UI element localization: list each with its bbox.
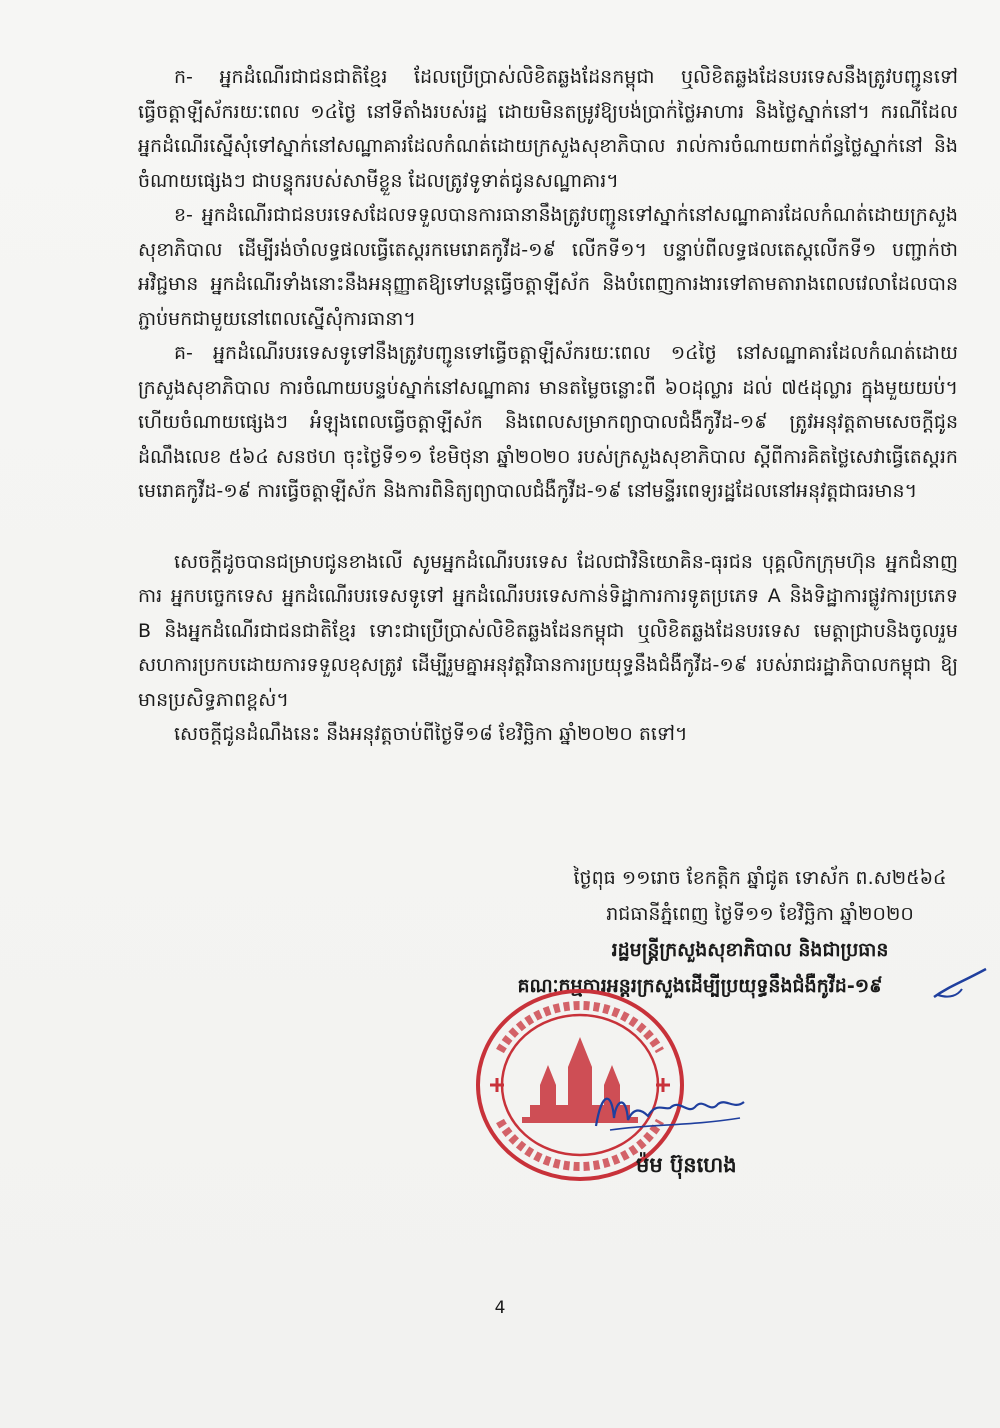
page-number: 4 <box>494 1298 506 1318</box>
paragraph-ko: គ- អ្នកដំណើរបរទេសទូទៅនឹងត្រូវបញ្ជូនទៅធ្វើចត្តាឡីស័ករយៈពេល ១៤ថ្ងៃ នៅសណ្ឋាគារដែលកំណត់ដោយក្រសួងសុខាភិបាល ការចំណាយបន្ទប់ស្នាក់នៅសណ្ឋាគារ មានតម្លៃចន្លោះពី ៦០ដុល្លារ ដល់ ៧៥ដុល្លារ ក្នុងមួយយប់។ ហើយចំណាយផ្សេងៗ អំឡុងពេលធ្វើចត្តាឡីស័ក និងពេលសម្រាកព្យាបាលជំងឺកូវីដ-១៩ ត្រូវអនុវត្តតាមសេចក្តីជូនដំណឹងលេខ ៥៦៤ សនថហ ចុះថ្ងៃទី១១ ខែមិថុនា ឆ្នាំ២០២០ របស់ក្រសួងសុខាភិបាល ស្តីពីការគិតថ្លៃសេវាធ្វើតេស្តរកមេរោគកូវីដ-១៩ ការធ្វើចត្តាឡីស័ក និងការពិនិត្យព្យាបាលជំងឺកូវីដ-១៩ នៅមន្ទីរពេទ្យរដ្ឋដែលនៅអនុវត្តជាធរមាន។ <box>138 342 958 502</box>
handwritten-signature <box>590 1080 750 1140</box>
paragraph-kha: ខ- អ្នកដំណើរជាជនបរទេសដែលទទួលបានការធានានឹងត្រូវបញ្ជូនទៅស្នាក់នៅសណ្ឋាគារដែលកំណត់ដោយក្រសួងសុខាភិបាល ដើម្បីរង់ចាំលទ្ធផលធ្វើតេស្តរកមេរោគកូវីដ-១៩ លើកទី១។ បន្ទាប់ពីលទ្ធផលតេស្តលើកទី១ បញ្ជាក់ថាអវិជ្ជមាន អ្នកដំណើរទាំងនោះនឹងអនុញ្ញាតឱ្យទៅបន្តធ្វើចត្តាឡីស័ក និងបំពេញការងារទៅតាមតារាងពេលវេលាដែលបានភ្ជាប់មកជាមួយនៅពេលស្នើសុំការធានា។ <box>138 204 958 330</box>
paragraph-ka: ក- អ្នកដំណើរជាជនជាតិខ្មែរ ដែលប្រើប្រាស់លិខិតឆ្លងដែនកម្ពុជា ឬលិខិតឆ្លងដែនបរទេសនឹងត្រូវបញ្ជូនទៅធ្វើចត្តាឡីស័ករយៈពេល ១៤ថ្ងៃ នៅទីតាំងរបស់រដ្ឋ ដោយមិនតម្រូវឱ្យបង់ប្រាក់ថ្លៃអាហារ និងថ្លៃស្នាក់នៅ។ ករណីដែលអ្នកដំណើរស្នើសុំទៅស្នាក់នៅសណ្ឋាគារដែលកំណត់ដោយក្រសួងសុខាភិបាល រាល់ការចំណាយពាក់ព័ន្ធថ្លៃស្នាក់នៅ និងចំណាយផ្សេងៗ ជាបន្ទុករបស់សាមីខ្លួន ដែលត្រូវទូទាត់ជូនសណ្ឋាគារ។ <box>138 66 958 192</box>
pen-stroke-mark <box>930 965 990 1005</box>
signature-block <box>380 860 980 1004</box>
lunar-date: ថ្ងៃពុធ ១១រោច ខែកត្តិក ឆ្នាំជូត ទោស័ក ព.ស២៥៦៤ <box>573 867 947 889</box>
signer-title-minister: រដ្ឋមន្ត្រីក្រសួងសុខាភិបាល និងជាប្រធាន <box>611 939 889 961</box>
paragraph-request: សេចក្តីដូចបានជម្រាបជូនខាងលើ សូមអ្នកដំណើរបរទេស ដែលជាវិនិយោគិន-ធុរជន បុគ្គលិកក្រុមហ៊ុន អ្នកជំនាញការ អ្នកបច្ចេកទេស អ្នកដំណើរបរទេសទូទៅ អ្នកដំណើរបរទេសកាន់ទិដ្ឋាការការទូតប្រភេទ A និងទិដ្ឋាការផ្លូវការប្រភេទ B និងអ្នកដំណើរជាជនជាតិខ្មែរ ទោះជាប្រើប្រាស់លិខិតឆ្លងដែនកម្ពុជា ឬលិខិតឆ្លងដែនបរទេស មេត្តាជ្រាបនិងចូលរួមសហការប្រកបដោយការទទួលខុសត្រូវ ដើម្បីរួមគ្នាអនុវត្តវិធានការប្រយុទ្ធនឹងជំងឺកូវីដ-១៩ របស់រាជរដ្ឋាភិបាលកម្ពុជា ឱ្យមានប្រសិទ្ធភាពខ្ពស់។ <box>138 550 958 711</box>
signer-title-committee: គណៈកម្មការអន្តរក្រសួងដើម្បីប្រយុទ្ធនឹងជំងឺកូវីដ-១៩ <box>517 975 883 997</box>
signer-name: ម៉ម ប៊ុនហេង <box>636 1153 737 1177</box>
paragraph-effective-date: សេចក្តីជូនដំណឹងនេះ នឹងអនុវត្តចាប់ពីថ្ងៃទី១៨ ខែវិច្ឆិកា ឆ្នាំ២០២០ តទៅ។ <box>174 723 688 745</box>
place-date: រាជធានីភ្នំពេញ ថ្ងៃទី១១ ខែវិច្ឆិកា ឆ្នាំ២០២០ <box>606 903 914 925</box>
document-body <box>138 60 958 752</box>
